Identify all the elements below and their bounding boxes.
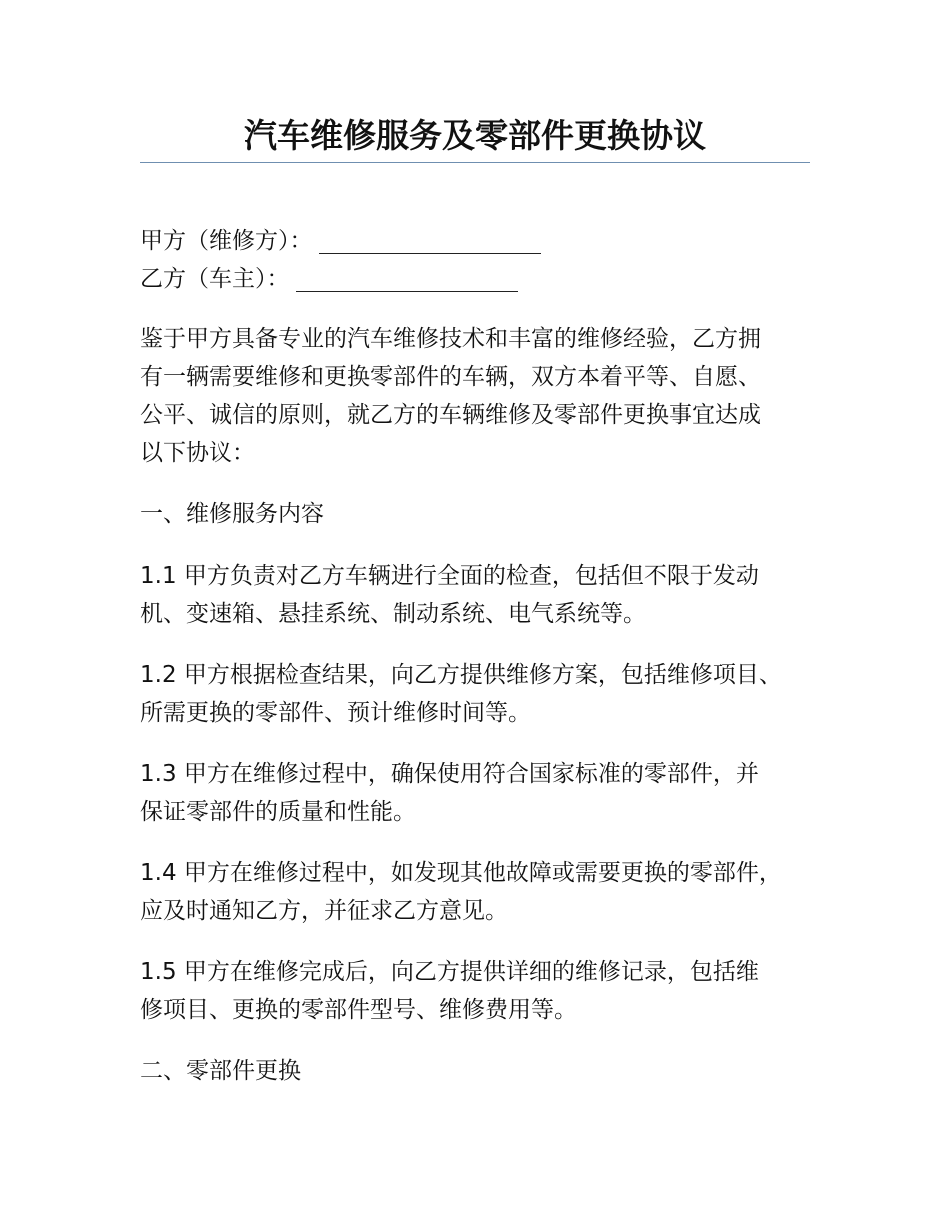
party-b-blank — [296, 291, 518, 292]
preamble-line: 有一辆需要维修和更换零部件的车辆，双方本着平等、自愿、 — [140, 364, 761, 390]
clause-line: 保证零部件的质量和性能。 — [140, 799, 416, 825]
preamble-line: 以下协议： — [140, 440, 255, 466]
preamble-line: 公平、诚信的原则，就乙方的车辆维修及零部件更换事宜达成 — [140, 402, 761, 428]
preamble-line: 鉴于甲方具备专业的汽车维修技术和丰富的维修经验，乙方拥 — [140, 326, 761, 352]
section-heading: 一、维修服务内容 — [140, 501, 324, 527]
clause-line: 修项目、更换的零部件型号、维修费用等。 — [140, 997, 577, 1023]
clause-line: 1.4 甲方在维修过程中，如发现其他故障或需要更换的零部件， — [140, 860, 782, 886]
document-title: 汽车维修服务及零部件更换协议 — [244, 116, 706, 155]
clause-line: 所需更换的零部件、预计维修时间等。 — [140, 700, 531, 726]
section-heading: 二、零部件更换 — [140, 1058, 301, 1084]
clause-line: 1.5 甲方在维修完成后，向乙方提供详细的维修记录，包括维 — [140, 959, 759, 985]
clause-line: 1.1 甲方负责对乙方车辆进行全面的检查，包括但不限于发动 — [140, 563, 759, 589]
clause-line: 1.3 甲方在维修过程中，确保使用符合国家标准的零部件，并 — [140, 761, 759, 787]
party-a-label: 甲方（维修方）： — [140, 228, 313, 254]
clause-line: 应及时通知乙方，并征求乙方意见。 — [140, 898, 508, 924]
clause-line: 1.2 甲方根据检查结果，向乙方提供维修方案，包括维修项目、 — [140, 662, 782, 688]
party-b-line — [140, 260, 820, 298]
party-b-label: 乙方（车主）： — [140, 266, 290, 292]
title-underline — [140, 162, 810, 163]
party-a-blank — [319, 253, 541, 254]
clause-line: 机、变速箱、悬挂系统、制动系统、电气系统等。 — [140, 601, 646, 627]
party-a-line — [140, 222, 820, 260]
